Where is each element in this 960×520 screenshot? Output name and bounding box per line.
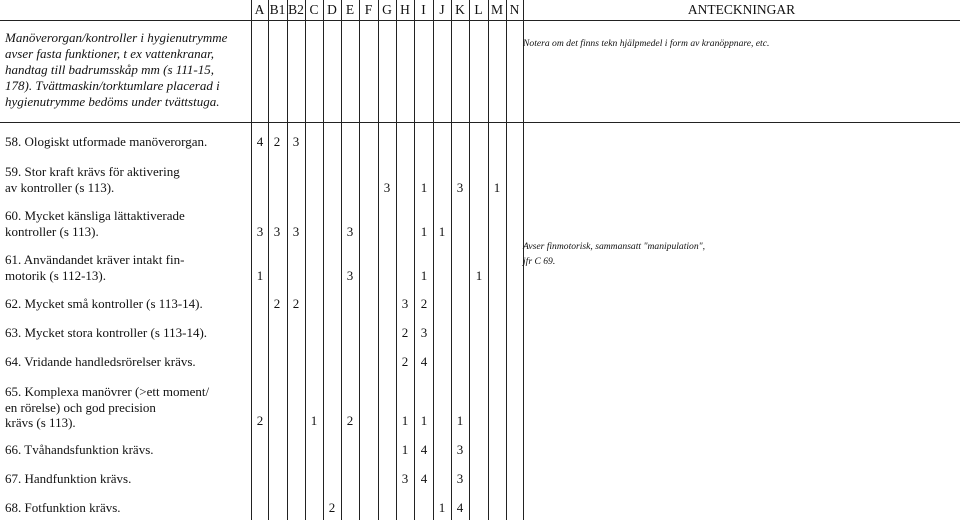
- item-text: [5, 134, 207, 150]
- column-divider: [378, 0, 379, 520]
- column-header-h: H: [400, 2, 410, 17]
- score-cell-b1: 2: [273, 296, 281, 311]
- score-cell-j: 1: [438, 500, 446, 515]
- item-line: 61. Användandet kräver intakt fin-: [5, 252, 185, 267]
- score-cell-i: 1: [420, 268, 428, 283]
- item-line: 63. Mycket stora kontroller (s 113-14).: [5, 325, 208, 340]
- score-cell-a: 2: [256, 413, 264, 428]
- intro-line: handtag till badrumsskåp mm (s 111-15,: [5, 62, 214, 77]
- item-line: 68. Fotfunktion krävs.: [5, 500, 121, 515]
- item-text: [5, 325, 207, 341]
- column-header-g: G: [382, 2, 392, 17]
- column-header-k: K: [455, 2, 465, 17]
- note-line: jfr C 69.: [523, 256, 556, 267]
- score-cell-b1: 3: [273, 224, 281, 239]
- intro-line: avser fasta funktioner, t ex vattenkranar,: [5, 46, 215, 61]
- score-cell-i: 4: [420, 471, 428, 486]
- item-text: [5, 296, 203, 312]
- score-cell-e: 3: [346, 224, 354, 239]
- score-cell-h: 2: [401, 325, 409, 340]
- score-cell-l: 1: [475, 268, 483, 283]
- column-divider: [251, 0, 252, 520]
- notes-header: ANTECKNINGAR: [687, 2, 796, 17]
- score-cell-a: 3: [256, 224, 264, 239]
- item-text: [5, 164, 180, 195]
- intro-line: Manöverorgan/kontroller i hygienutrymme: [5, 30, 228, 45]
- column-header-b1: B1: [269, 2, 286, 17]
- item-line: 59. Stor kraft krävs för aktivering: [5, 164, 180, 179]
- score-cell-a: 4: [256, 134, 264, 149]
- score-cell-a: 1: [256, 268, 264, 283]
- item-line: 65. Komplexa manövrer (>ett moment/: [5, 384, 210, 399]
- item-line: krävs (s 113).: [5, 415, 76, 430]
- score-cell-h: 1: [401, 442, 409, 457]
- column-header-i: I: [421, 2, 426, 17]
- score-cell-h: 1: [401, 413, 409, 428]
- intro-text: [5, 30, 250, 110]
- column-divider: [305, 0, 306, 520]
- score-cell-i: 4: [420, 354, 428, 369]
- item-text: [5, 208, 185, 239]
- score-cell-k: 3: [456, 442, 464, 457]
- score-cell-d: 2: [328, 500, 336, 515]
- score-cell-i: 1: [420, 413, 428, 428]
- row-divider: [0, 122, 960, 123]
- score-cell-h: 3: [401, 296, 409, 311]
- score-cell-b2: 3: [292, 224, 300, 239]
- item-line: 58. Ologiskt utformade manöverorgan.: [5, 134, 208, 149]
- score-cell-i: 4: [420, 442, 428, 457]
- column-header-c: C: [309, 2, 319, 17]
- score-cell-h: 3: [401, 471, 409, 486]
- item-text: [5, 471, 131, 487]
- column-divider: [268, 0, 269, 520]
- row-divider: [0, 20, 960, 21]
- item-line: 64. Vridande handledsrörelser krävs.: [5, 354, 196, 369]
- column-divider: [287, 0, 288, 520]
- column-header-f: F: [364, 2, 373, 17]
- column-header-d: D: [327, 2, 337, 17]
- score-cell-k: 3: [456, 180, 464, 195]
- item-note: [523, 239, 705, 269]
- score-cell-g: 3: [383, 180, 391, 195]
- column-divider: [341, 0, 342, 520]
- item-line: 62. Mycket små kontroller (s 113-14).: [5, 296, 203, 311]
- column-divider: [359, 0, 360, 520]
- column-header-j: J: [439, 2, 445, 17]
- score-cell-h: 2: [401, 354, 409, 369]
- score-cell-k: 4: [456, 500, 464, 515]
- item-line: av kontroller (s 113).: [5, 179, 115, 195]
- item-line: motorik (s 112-13).: [5, 267, 106, 283]
- score-cell-k: 3: [456, 471, 464, 486]
- note-line: Avser finmotorisk, sammansatt "manipulation",: [523, 241, 706, 252]
- intro-note: Notera om det finns tekn hjälpmedel i form av kranöppnare, etc.: [523, 38, 770, 49]
- column-header-n: N: [509, 2, 520, 17]
- score-cell-i: 2: [420, 296, 428, 311]
- item-text: [5, 354, 196, 370]
- column-header-a: A: [254, 2, 265, 17]
- intro-line: 178). Tvättmaskin/torktumlare placerad i: [5, 78, 220, 93]
- column-header-m: M: [490, 2, 503, 17]
- column-header-b2: B2: [288, 2, 304, 17]
- column-divider: [488, 0, 489, 520]
- score-cell-b2: 3: [292, 134, 300, 149]
- column-header-e: E: [345, 2, 355, 17]
- score-cell-c: 1: [310, 413, 318, 428]
- column-header-l: L: [474, 2, 483, 17]
- score-cell-i: 1: [420, 180, 428, 195]
- column-divider: [506, 0, 507, 520]
- item-line: 60. Mycket känsliga lättaktiverade: [5, 208, 185, 223]
- score-cell-i: 3: [420, 325, 428, 340]
- item-line: en rörelse) och god precision: [5, 399, 156, 415]
- column-divider: [323, 0, 324, 520]
- item-line: 67. Handfunktion krävs.: [5, 471, 132, 486]
- item-text: [5, 252, 184, 283]
- item-line: 66. Tvåhandsfunktion krävs.: [5, 442, 154, 457]
- item-text: [5, 442, 154, 458]
- score-cell-e: 2: [346, 413, 354, 428]
- score-cell-b2: 2: [292, 296, 300, 311]
- item-line: kontroller (s 113).: [5, 223, 99, 239]
- score-cell-i: 1: [420, 224, 428, 239]
- score-cell-k: 1: [456, 413, 464, 428]
- score-cell-j: 1: [438, 224, 446, 239]
- intro-line: hygienutrymme bedöms under tvättstuga.: [5, 94, 220, 109]
- item-text: [5, 384, 209, 431]
- item-text: [5, 500, 121, 516]
- score-cell-m: 1: [493, 180, 501, 195]
- score-cell-e: 3: [346, 268, 354, 283]
- score-cell-b1: 2: [273, 134, 281, 149]
